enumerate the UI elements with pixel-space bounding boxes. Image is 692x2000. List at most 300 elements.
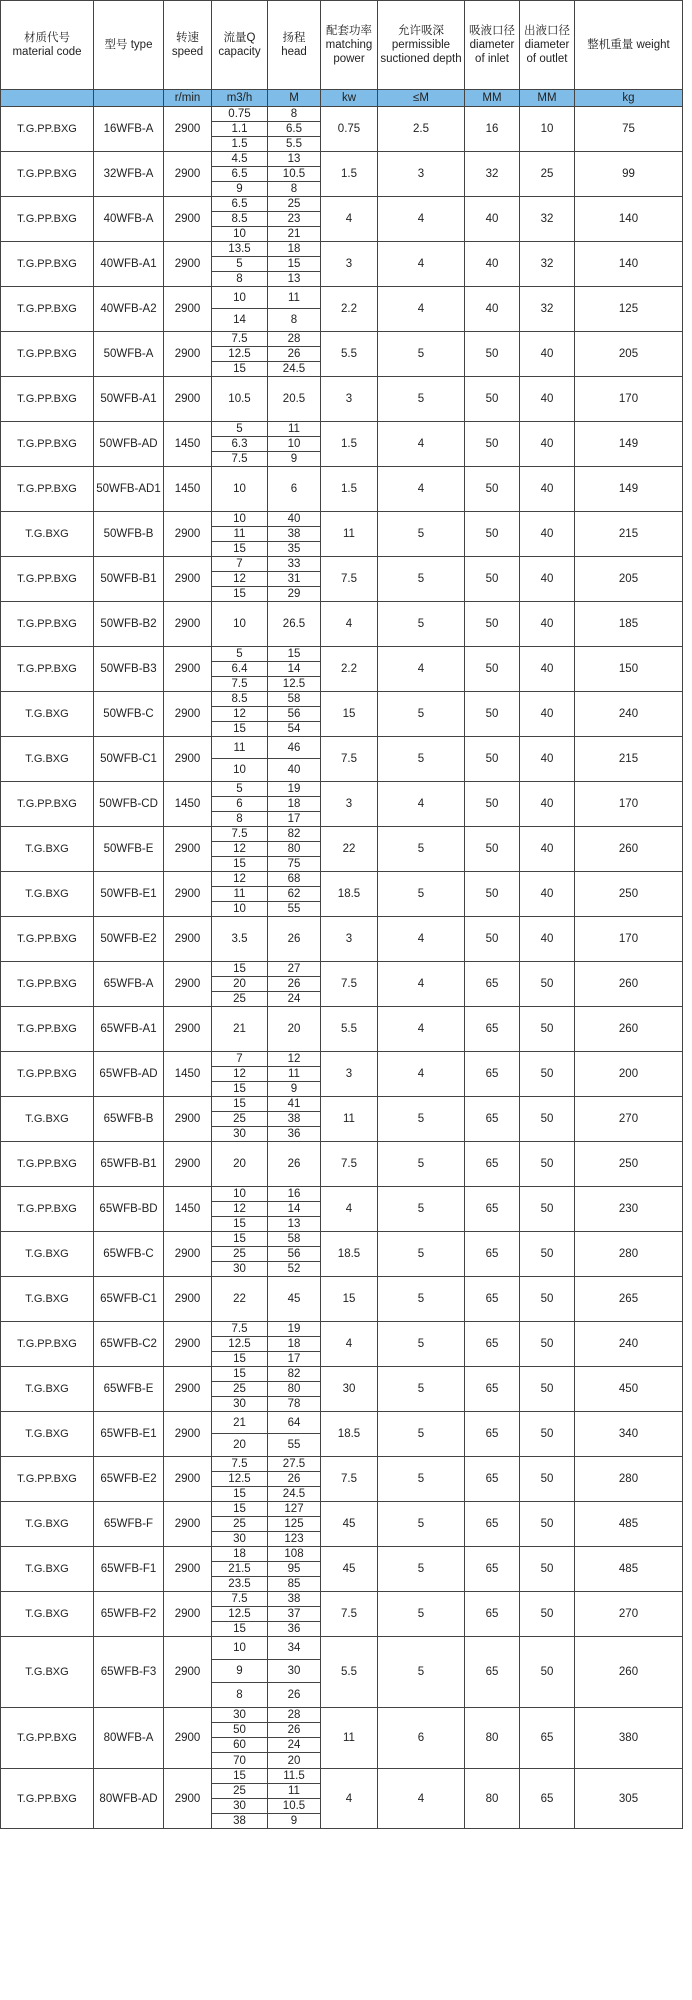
speed-cell: 2900 <box>164 1412 212 1457</box>
speed-cell: 2900 <box>164 827 212 872</box>
weight-cell: 205 <box>575 557 683 602</box>
capacity-cell: 6 <box>212 797 268 812</box>
inlet-diameter-cell: 50 <box>465 512 520 557</box>
suction-depth-cell: 5 <box>378 602 465 647</box>
speed-cell: 1450 <box>164 1052 212 1097</box>
model-type-cell: 50WFB-CD <box>94 782 164 827</box>
head-cell: 17 <box>268 812 321 827</box>
model-type-cell: 65WFB-F <box>94 1502 164 1547</box>
head-cell: 6 <box>268 467 321 512</box>
capacity-cell: 11 <box>212 737 268 759</box>
capacity-cell: 8 <box>212 272 268 287</box>
capacity-cell: 30 <box>212 1708 268 1723</box>
table-row <box>1 1367 683 1382</box>
material-code-cell: T.G.BXG <box>1 872 94 917</box>
head-cell: 40 <box>268 759 321 782</box>
speed-cell: 2900 <box>164 107 212 152</box>
power-cell: 4 <box>321 197 378 242</box>
head-cell: 28 <box>268 1708 321 1723</box>
power-cell: 7.5 <box>321 1457 378 1502</box>
inlet-diameter-cell: 65 <box>465 962 520 1007</box>
head-cell: 40 <box>268 512 321 527</box>
suction-depth-cell: 3 <box>378 152 465 197</box>
capacity-cell: 21 <box>212 1007 268 1052</box>
table-row <box>1 422 683 437</box>
suction-depth-cell: 5 <box>378 1232 465 1277</box>
power-cell: 3 <box>321 377 378 422</box>
capacity-cell: 25 <box>212 1517 268 1532</box>
capacity-cell: 10 <box>212 759 268 782</box>
capacity-cell: 11 <box>212 527 268 542</box>
model-type-cell: 50WFB-C1 <box>94 737 164 782</box>
head-cell: 36 <box>268 1127 321 1142</box>
model-type-cell: 50WFB-AD <box>94 422 164 467</box>
capacity-cell: 12 <box>212 707 268 722</box>
col-header-head: 扬程 head <box>268 1 321 90</box>
table-row <box>1 1547 683 1562</box>
material-code-cell: T.G.PP.BXG <box>1 962 94 1007</box>
capacity-cell: 10 <box>212 467 268 512</box>
model-type-cell: 65WFB-F3 <box>94 1637 164 1708</box>
material-code-cell: T.G.PP.BXG <box>1 197 94 242</box>
capacity-cell: 5 <box>212 422 268 437</box>
head-cell: 80 <box>268 842 321 857</box>
capacity-cell: 12 <box>212 572 268 587</box>
suction-depth-cell: 2.5 <box>378 107 465 152</box>
head-cell: 24.5 <box>268 1487 321 1502</box>
head-cell: 12 <box>268 1052 321 1067</box>
inlet-diameter-cell: 80 <box>465 1708 520 1769</box>
capacity-cell: 22 <box>212 1277 268 1322</box>
capacity-cell: 1.5 <box>212 137 268 152</box>
material-code-cell: T.G.BXG <box>1 1367 94 1412</box>
model-type-cell: 50WFB-E2 <box>94 917 164 962</box>
model-type-cell: 50WFB-AD1 <box>94 467 164 512</box>
material-code-cell: T.G.PP.BXG <box>1 1007 94 1052</box>
power-cell: 18.5 <box>321 1232 378 1277</box>
head-cell: 24 <box>268 992 321 1007</box>
head-cell: 15 <box>268 647 321 662</box>
weight-cell: 215 <box>575 737 683 782</box>
head-cell: 14 <box>268 1202 321 1217</box>
speed-cell: 2900 <box>164 872 212 917</box>
head-cell: 9 <box>268 452 321 467</box>
material-code-cell: T.G.BXG <box>1 1547 94 1592</box>
material-code-cell: T.G.BXG <box>1 1277 94 1322</box>
head-cell: 82 <box>268 1367 321 1382</box>
head-cell: 8 <box>268 309 321 332</box>
material-code-cell: T.G.PP.BXG <box>1 152 94 197</box>
material-code-cell: T.G.PP.BXG <box>1 1457 94 1502</box>
power-cell: 4 <box>321 1322 378 1367</box>
weight-cell: 230 <box>575 1187 683 1232</box>
power-cell: 4 <box>321 602 378 647</box>
table-row <box>1 962 683 977</box>
head-cell: 37 <box>268 1607 321 1622</box>
capacity-cell: 30 <box>212 1532 268 1547</box>
head-cell: 12.5 <box>268 677 321 692</box>
material-code-cell: T.G.BXG <box>1 1592 94 1637</box>
capacity-cell: 4.5 <box>212 152 268 167</box>
capacity-cell: 1.1 <box>212 122 268 137</box>
capacity-cell: 25 <box>212 1112 268 1127</box>
inlet-diameter-cell: 65 <box>465 1052 520 1097</box>
power-cell: 5.5 <box>321 332 378 377</box>
capacity-cell: 12 <box>212 872 268 887</box>
speed-cell: 2900 <box>164 1592 212 1637</box>
capacity-cell: 5 <box>212 782 268 797</box>
capacity-cell: 15 <box>212 362 268 377</box>
speed-cell: 2900 <box>164 1708 212 1769</box>
speed-cell: 2900 <box>164 242 212 287</box>
power-cell: 3 <box>321 1052 378 1097</box>
capacity-cell: 7.5 <box>212 827 268 842</box>
material-code-cell: T.G.PP.BXG <box>1 602 94 647</box>
capacity-cell: 50 <box>212 1723 268 1738</box>
inlet-diameter-cell: 65 <box>465 1007 520 1052</box>
model-type-cell: 65WFB-B <box>94 1097 164 1142</box>
material-code-cell: T.G.PP.BXG <box>1 377 94 422</box>
capacity-cell: 15 <box>212 1769 268 1784</box>
table-row <box>1 1708 683 1723</box>
model-type-cell: 32WFB-A <box>94 152 164 197</box>
model-type-cell: 50WFB-B <box>94 512 164 557</box>
weight-cell: 380 <box>575 1708 683 1769</box>
col-header-inlet-diameter: 吸液口径 diameter of inlet <box>465 1 520 90</box>
model-type-cell: 65WFB-AD <box>94 1052 164 1097</box>
material-code-cell: T.G.BXG <box>1 1097 94 1142</box>
outlet-diameter-cell: 50 <box>520 1232 575 1277</box>
outlet-diameter-cell: 50 <box>520 1637 575 1708</box>
table-row <box>1 467 683 512</box>
inlet-diameter-cell: 65 <box>465 1637 520 1708</box>
outlet-diameter-cell: 40 <box>520 332 575 377</box>
inlet-diameter-cell: 40 <box>465 242 520 287</box>
unit-cell: kg <box>575 90 683 107</box>
capacity-cell: 15 <box>212 1352 268 1367</box>
weight-cell: 250 <box>575 872 683 917</box>
capacity-cell: 5 <box>212 647 268 662</box>
table-row <box>1 1052 683 1067</box>
table-row <box>1 1007 683 1052</box>
speed-cell: 2900 <box>164 1637 212 1708</box>
suction-depth-cell: 4 <box>378 197 465 242</box>
weight-cell: 170 <box>575 917 683 962</box>
model-type-cell: 65WFB-E2 <box>94 1457 164 1502</box>
material-code-cell: T.G.PP.BXG <box>1 332 94 377</box>
model-type-cell: 50WFB-A1 <box>94 377 164 422</box>
model-type-cell: 65WFB-C <box>94 1232 164 1277</box>
model-type-cell: 80WFB-A <box>94 1708 164 1769</box>
speed-cell: 2900 <box>164 1367 212 1412</box>
inlet-diameter-cell: 50 <box>465 332 520 377</box>
inlet-diameter-cell: 65 <box>465 1142 520 1187</box>
inlet-diameter-cell: 50 <box>465 602 520 647</box>
outlet-diameter-cell: 50 <box>520 1457 575 1502</box>
capacity-cell: 12 <box>212 1202 268 1217</box>
head-cell: 26 <box>268 1472 321 1487</box>
head-cell: 58 <box>268 1232 321 1247</box>
head-cell: 11 <box>268 287 321 309</box>
power-cell: 45 <box>321 1502 378 1547</box>
speed-cell: 2900 <box>164 512 212 557</box>
head-cell: 123 <box>268 1532 321 1547</box>
outlet-diameter-cell: 50 <box>520 1592 575 1637</box>
material-code-cell: T.G.PP.BXG <box>1 107 94 152</box>
suction-depth-cell: 5 <box>378 1637 465 1708</box>
speed-cell: 2900 <box>164 647 212 692</box>
speed-cell: 2900 <box>164 1232 212 1277</box>
speed-cell: 2900 <box>164 332 212 377</box>
head-cell: 33 <box>268 557 321 572</box>
inlet-diameter-cell: 50 <box>465 647 520 692</box>
head-cell: 17 <box>268 1352 321 1367</box>
outlet-diameter-cell: 40 <box>520 512 575 557</box>
capacity-cell: 12.5 <box>212 347 268 362</box>
header-row <box>1 1 683 90</box>
power-cell: 11 <box>321 1708 378 1769</box>
speed-cell: 2900 <box>164 377 212 422</box>
power-cell: 30 <box>321 1367 378 1412</box>
capacity-cell: 6.4 <box>212 662 268 677</box>
weight-cell: 149 <box>575 422 683 467</box>
capacity-cell: 25 <box>212 1382 268 1397</box>
capacity-cell: 7.5 <box>212 1592 268 1607</box>
suction-depth-cell: 5 <box>378 1367 465 1412</box>
capacity-cell: 7 <box>212 1052 268 1067</box>
outlet-diameter-cell: 50 <box>520 1322 575 1367</box>
model-type-cell: 65WFB-A <box>94 962 164 1007</box>
weight-cell: 270 <box>575 1592 683 1637</box>
outlet-diameter-cell: 50 <box>520 1502 575 1547</box>
inlet-diameter-cell: 40 <box>465 287 520 332</box>
capacity-cell: 15 <box>212 1487 268 1502</box>
speed-cell: 2900 <box>164 962 212 1007</box>
material-code-cell: T.G.BXG <box>1 827 94 872</box>
material-code-cell: T.G.BXG <box>1 692 94 737</box>
suction-depth-cell: 5 <box>378 1502 465 1547</box>
capacity-cell: 10 <box>212 287 268 309</box>
capacity-cell: 10 <box>212 1637 268 1660</box>
speed-cell: 2900 <box>164 1277 212 1322</box>
inlet-diameter-cell: 65 <box>465 1502 520 1547</box>
model-type-cell: 40WFB-A1 <box>94 242 164 287</box>
head-cell: 26 <box>268 347 321 362</box>
capacity-cell: 20 <box>212 1434 268 1457</box>
inlet-diameter-cell: 65 <box>465 1232 520 1277</box>
weight-cell: 240 <box>575 1322 683 1367</box>
weight-cell: 340 <box>575 1412 683 1457</box>
weight-cell: 450 <box>575 1367 683 1412</box>
capacity-cell: 10 <box>212 602 268 647</box>
table-row <box>1 827 683 842</box>
inlet-diameter-cell: 50 <box>465 827 520 872</box>
capacity-cell: 6.5 <box>212 197 268 212</box>
capacity-cell: 18 <box>212 1547 268 1562</box>
material-code-cell: T.G.BXG <box>1 737 94 782</box>
unit-cell: MM <box>520 90 575 107</box>
head-cell: 18 <box>268 242 321 257</box>
model-type-cell: 50WFB-B1 <box>94 557 164 602</box>
head-cell: 55 <box>268 902 321 917</box>
inlet-diameter-cell: 50 <box>465 917 520 962</box>
col-header-suction-depth: 允许吸深 permissible suctioned depth <box>378 1 465 90</box>
head-cell: 64 <box>268 1412 321 1434</box>
material-code-cell: T.G.PP.BXG <box>1 287 94 332</box>
model-type-cell: 65WFB-E1 <box>94 1412 164 1457</box>
table-row <box>1 692 683 707</box>
unit-row <box>1 90 683 107</box>
inlet-diameter-cell: 50 <box>465 467 520 512</box>
head-cell: 10 <box>268 437 321 452</box>
capacity-cell: 12 <box>212 842 268 857</box>
table-row <box>1 512 683 527</box>
weight-cell: 485 <box>575 1502 683 1547</box>
capacity-cell: 7.5 <box>212 452 268 467</box>
col-header-capacity: 流量Q capacity <box>212 1 268 90</box>
head-cell: 14 <box>268 662 321 677</box>
suction-depth-cell: 5 <box>378 737 465 782</box>
table-row <box>1 1637 683 1660</box>
outlet-diameter-cell: 10 <box>520 107 575 152</box>
outlet-diameter-cell: 50 <box>520 1412 575 1457</box>
inlet-diameter-cell: 16 <box>465 107 520 152</box>
head-cell: 28 <box>268 332 321 347</box>
head-cell: 56 <box>268 707 321 722</box>
capacity-cell: 25 <box>212 992 268 1007</box>
inlet-diameter-cell: 80 <box>465 1769 520 1829</box>
capacity-cell: 8 <box>212 1683 268 1708</box>
inlet-diameter-cell: 50 <box>465 737 520 782</box>
head-cell: 16 <box>268 1187 321 1202</box>
head-cell: 25 <box>268 197 321 212</box>
speed-cell: 2900 <box>164 692 212 737</box>
head-cell: 26 <box>268 1142 321 1187</box>
table-row <box>1 1457 683 1472</box>
power-cell: 4 <box>321 1187 378 1232</box>
head-cell: 26 <box>268 917 321 962</box>
suction-depth-cell: 4 <box>378 647 465 692</box>
capacity-cell: 21 <box>212 1412 268 1434</box>
outlet-diameter-cell: 65 <box>520 1769 575 1829</box>
speed-cell: 2900 <box>164 1769 212 1829</box>
capacity-cell: 15 <box>212 962 268 977</box>
suction-depth-cell: 4 <box>378 962 465 1007</box>
table-row <box>1 1142 683 1187</box>
head-cell: 68 <box>268 872 321 887</box>
head-cell: 29 <box>268 587 321 602</box>
power-cell: 2.2 <box>321 647 378 692</box>
material-code-cell: T.G.BXG <box>1 1502 94 1547</box>
model-type-cell: 65WFB-A1 <box>94 1007 164 1052</box>
weight-cell: 260 <box>575 962 683 1007</box>
weight-cell: 250 <box>575 1142 683 1187</box>
inlet-diameter-cell: 65 <box>465 1592 520 1637</box>
power-cell: 45 <box>321 1547 378 1592</box>
unit-cell: ≤M <box>378 90 465 107</box>
outlet-diameter-cell: 40 <box>520 422 575 467</box>
suction-depth-cell: 4 <box>378 242 465 287</box>
outlet-diameter-cell: 40 <box>520 602 575 647</box>
model-type-cell: 40WFB-A2 <box>94 287 164 332</box>
suction-depth-cell: 5 <box>378 827 465 872</box>
outlet-diameter-cell: 50 <box>520 1367 575 1412</box>
speed-cell: 2900 <box>164 152 212 197</box>
head-cell: 6.5 <box>268 122 321 137</box>
outlet-diameter-cell: 32 <box>520 197 575 242</box>
head-cell: 8 <box>268 182 321 197</box>
table-row <box>1 377 683 422</box>
capacity-cell: 9 <box>212 182 268 197</box>
material-code-cell: T.G.PP.BXG <box>1 242 94 287</box>
model-type-cell: 65WFB-E <box>94 1367 164 1412</box>
inlet-diameter-cell: 50 <box>465 872 520 917</box>
power-cell: 1.5 <box>321 152 378 197</box>
capacity-cell: 25 <box>212 1784 268 1799</box>
speed-cell: 1450 <box>164 467 212 512</box>
head-cell: 52 <box>268 1262 321 1277</box>
suction-depth-cell: 5 <box>378 692 465 737</box>
head-cell: 10.5 <box>268 1799 321 1814</box>
head-cell: 11 <box>268 1784 321 1799</box>
capacity-cell: 14 <box>212 309 268 332</box>
head-cell: 13 <box>268 1217 321 1232</box>
capacity-cell: 15 <box>212 1622 268 1637</box>
material-code-cell: T.G.PP.BXG <box>1 1187 94 1232</box>
col-header-outlet-diameter: 出液口径 diameter of outlet <box>520 1 575 90</box>
power-cell: 22 <box>321 827 378 872</box>
power-cell: 11 <box>321 512 378 557</box>
speed-cell: 2900 <box>164 197 212 242</box>
unit-cell: MM <box>465 90 520 107</box>
col-header-matching-power: 配套功率 matching power <box>321 1 378 90</box>
weight-cell: 485 <box>575 1547 683 1592</box>
head-cell: 55 <box>268 1434 321 1457</box>
material-code-cell: T.G.PP.BXG <box>1 1142 94 1187</box>
outlet-diameter-cell: 50 <box>520 1052 575 1097</box>
material-code-cell: T.G.PP.BXG <box>1 782 94 827</box>
unit-cell: r/min <box>164 90 212 107</box>
outlet-diameter-cell: 40 <box>520 557 575 602</box>
suction-depth-cell: 4 <box>378 287 465 332</box>
head-cell: 108 <box>268 1547 321 1562</box>
weight-cell: 140 <box>575 242 683 287</box>
head-cell: 19 <box>268 1322 321 1337</box>
outlet-diameter-cell: 65 <box>520 1708 575 1769</box>
capacity-cell: 15 <box>212 1217 268 1232</box>
inlet-diameter-cell: 40 <box>465 197 520 242</box>
capacity-cell: 10 <box>212 902 268 917</box>
material-code-cell: T.G.PP.BXG <box>1 647 94 692</box>
material-code-cell: T.G.PP.BXG <box>1 1769 94 1829</box>
outlet-diameter-cell: 50 <box>520 1097 575 1142</box>
inlet-diameter-cell: 65 <box>465 1367 520 1412</box>
suction-depth-cell: 5 <box>378 1097 465 1142</box>
capacity-cell: 6.5 <box>212 167 268 182</box>
inlet-diameter-cell: 50 <box>465 422 520 467</box>
table-row <box>1 1232 683 1247</box>
capacity-cell: 25 <box>212 1247 268 1262</box>
table-row <box>1 332 683 347</box>
power-cell: 5.5 <box>321 1007 378 1052</box>
outlet-diameter-cell: 50 <box>520 1007 575 1052</box>
weight-cell: 140 <box>575 197 683 242</box>
power-cell: 0.75 <box>321 107 378 152</box>
head-cell: 54 <box>268 722 321 737</box>
head-cell: 46 <box>268 737 321 759</box>
inlet-diameter-cell: 65 <box>465 1547 520 1592</box>
outlet-diameter-cell: 40 <box>520 917 575 962</box>
